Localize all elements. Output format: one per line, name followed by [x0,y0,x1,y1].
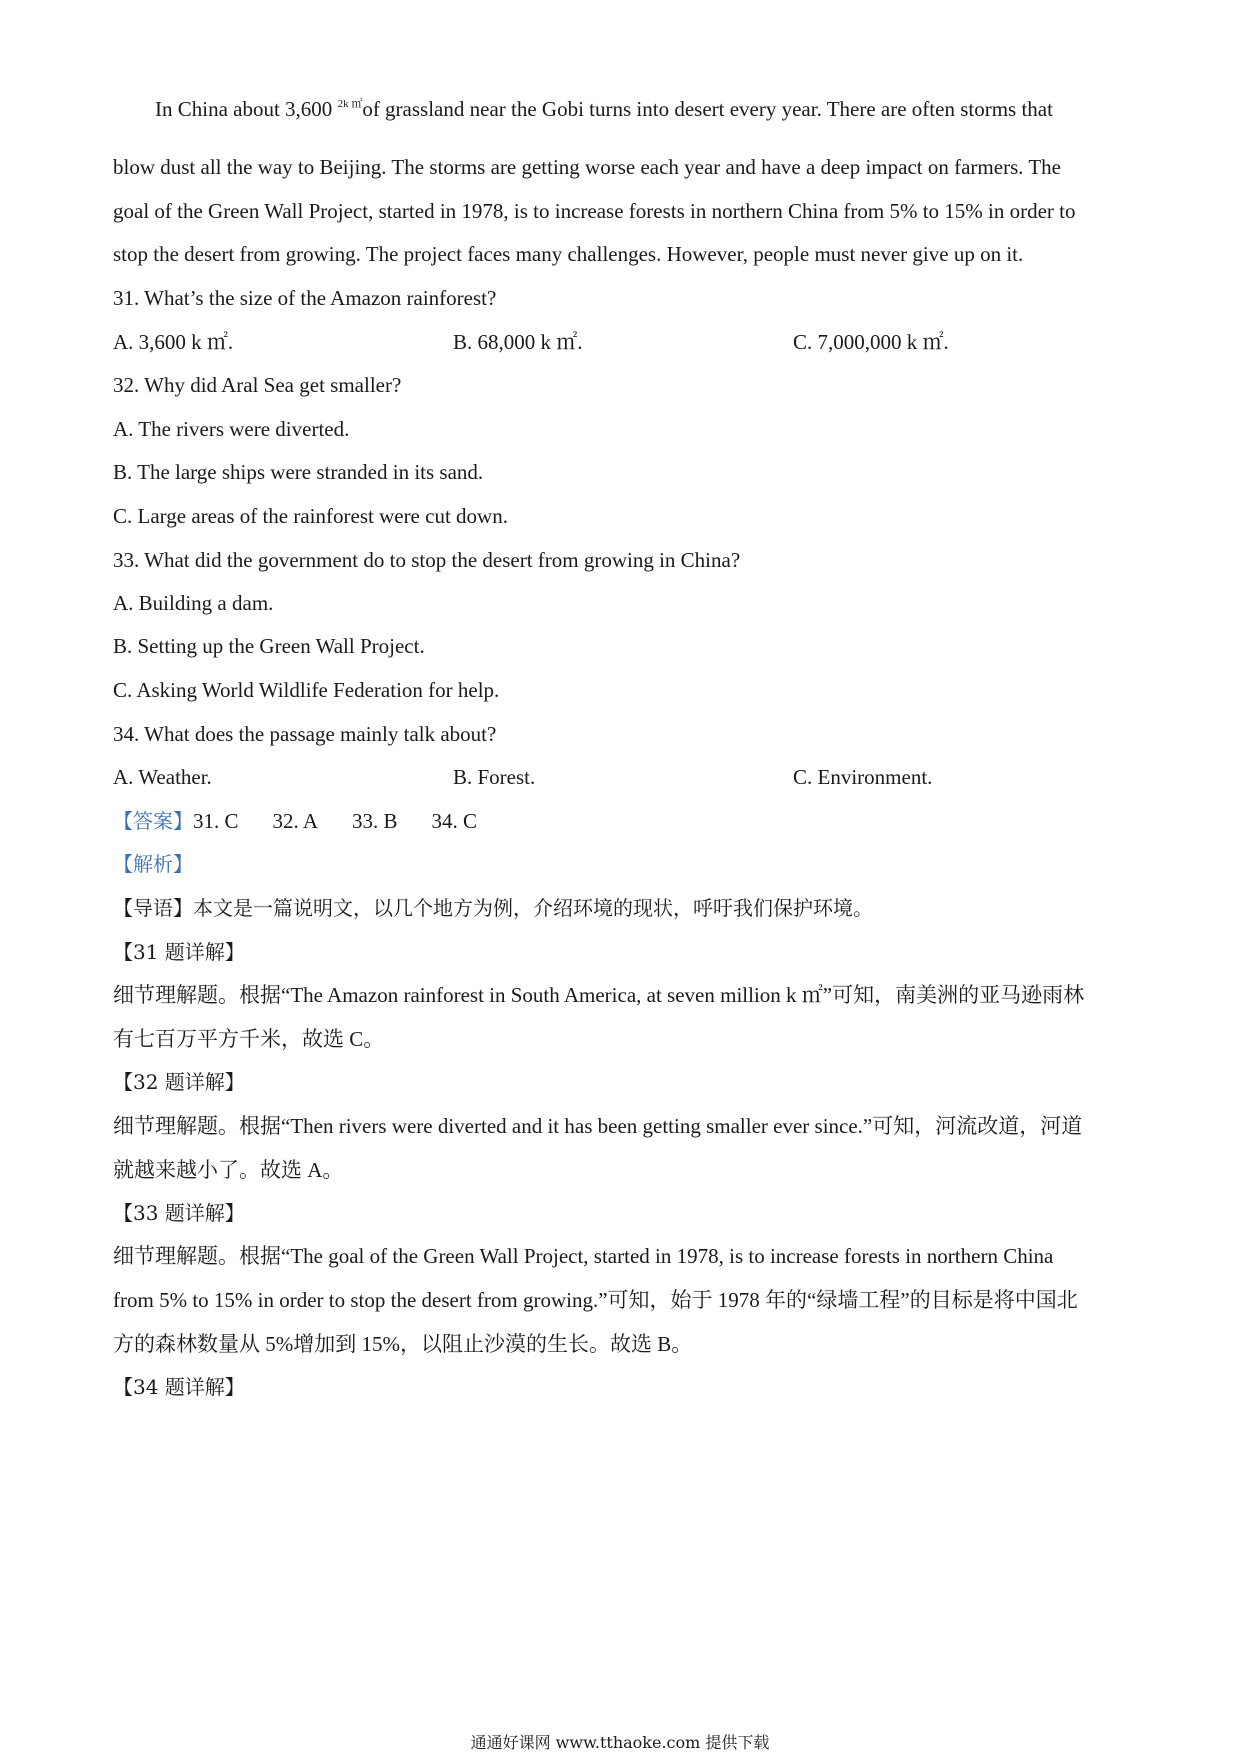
detail-32-line-2: 就越来越小了。故选 A。 [113,1158,344,1182]
passage-line-1: In China about 3,600 $^{2k ㎡}$of grassland near the Gobi turns into desert every year. There are often storms that [155,97,1053,121]
passage-line-2: blow dust all the way to Beijing. The storms are getting worse each year and have a deep impact on farmers. The [113,155,1062,179]
detail-31-heading: 【31 题详解】 [113,940,245,964]
question-32-option-c: C. Large areas of the rainforest were cut down. [113,504,508,528]
detail-33-line-1: 细节理解题。根据“The goal of the Green Wall Project, started in 1978, is to increase forests in northern China [113,1244,1054,1268]
detail-32-heading: 【32 题详解】 [113,1070,245,1094]
question-32-option-a: A. The rivers were diverted. [113,417,350,441]
detail-31-line-1: 细节理解题。根据“The Amazon rainforest in South America, at seven million k ㎡”可知，南美洲的亚马逊雨林 [113,983,1085,1007]
question-31-stem: 31. What’s the size of the Amazon rainforest? [113,286,497,310]
detail-32-line-1: 细节理解题。根据“Then rivers were diverted and it has been getting smaller ever since.”可知，河流改道，河道 [113,1114,1083,1138]
detail-33-line-3: 方的森林数量从 5%增加到 15%，以阻止沙漠的生长。故选 B。 [113,1332,693,1356]
question-33-stem: 33. What did the government do to stop the desert from growing in China? [113,548,741,572]
question-31-option-a: A. 3,600 k ㎡. [113,330,234,354]
page-footer: 通通好课网 www.tthaoke.com 提供下载 [470,1733,770,1752]
answer-label: 【答案】 [113,809,193,833]
detail-31-line-2: 有七百万平方千米，故选 C。 [113,1027,385,1051]
question-34-option-b: B. Forest. [453,765,536,789]
answer-34: 34. C [431,809,478,833]
answer-31: 31. C [193,809,239,833]
detail-34-heading: 【34 题详解】 [113,1375,245,1399]
question-33-option-a: A. Building a dam. [113,591,274,615]
detail-33-line-2: from 5% to 15% in order to stop the desert from growing.”可知，始于 1978 年的“绿墙工程”的目标是将中国北 [113,1288,1078,1312]
analysis-label: 【解析】 [113,852,193,876]
question-33-option-c: C. Asking World Wildlife Federation for help. [113,678,500,702]
answer-32: 32. A [272,809,319,833]
passage-line-3: goal of the Green Wall Project, started in 1978, is to increase forests in northern China from 5% to 15% in order to [113,199,1076,223]
question-34-option-c: C. Environment. [793,765,933,789]
answer-line [113,808,477,834]
answer-33: 33. B [352,809,398,833]
unit-superscript: 2k ㎡ [337,98,363,110]
detail-33-heading: 【33 题详解】 [113,1201,245,1225]
question-32-stem: 32. Why did Aral Sea get smaller? [113,373,402,397]
question-31-option-b: B. 68,000 k ㎡. [453,330,583,354]
question-34-option-a: A. Weather. [113,765,212,789]
question-34-stem: 34. What does the passage mainly talk about? [113,722,497,746]
intro-text: 【导语】本文是一篇说明文，以几个地方为例，介绍环境的现状，呼吁我们保护环境。 [113,896,873,920]
passage-line-4: stop the desert from growing. The project faces many challenges. However, people must never give up on it. [113,242,1024,266]
question-33-option-b: B. Setting up the Green Wall Project. [113,634,425,658]
question-31-option-c: C. 7,000,000 k ㎡. [793,330,949,354]
question-32-option-b: B. The large ships were stranded in its sand. [113,460,484,484]
